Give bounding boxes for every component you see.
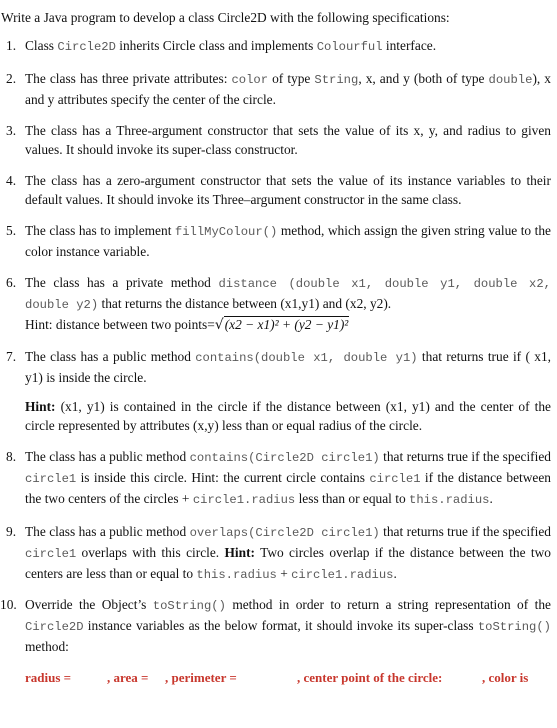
- spec-item-4: [0, 171, 551, 209]
- item-text: The class has to implement: [25, 223, 175, 238]
- item-text: The class has a Three-argument constructor that sets the value of its x, y, and radius to given values. It should invoke its super-class constructor.: [25, 123, 551, 157]
- item-number: 5.: [6, 223, 17, 238]
- item-number: 7.: [6, 349, 17, 364]
- spec-item-3: [0, 121, 551, 159]
- item-text: interface.: [382, 38, 437, 53]
- spec-item-1: [0, 36, 551, 57]
- item-number: 1.: [6, 38, 17, 53]
- item-text: .: [489, 491, 493, 506]
- format-radius: radius =: [25, 670, 72, 685]
- distance-hint: [25, 315, 551, 335]
- item-text: of type: [268, 71, 315, 86]
- item-text: +: [276, 566, 292, 581]
- item-text: that returns true if the specified: [379, 524, 551, 539]
- format-color: , color is: [482, 670, 529, 685]
- item-text: , x, and y (both of type: [358, 71, 489, 86]
- format-perimeter: , perimeter =: [165, 670, 237, 685]
- item-text: The class has a public method: [25, 349, 196, 364]
- intro-text: Write a Java program to develop a class Circle2D with the following specifications:: [1, 10, 450, 25]
- spec-item-5: [0, 221, 551, 261]
- item-text: .: [393, 566, 397, 581]
- code-text: color: [231, 73, 269, 87]
- code-text: fillMyColour(): [174, 225, 278, 239]
- hint-text: Hint: distance between two points=: [25, 317, 215, 332]
- item-text: method:: [25, 639, 69, 654]
- code-text: circle1.radius: [192, 493, 296, 507]
- item-text: if the distance between the two centers of the circles +: [25, 470, 551, 506]
- output-format-line: [0, 670, 551, 686]
- item-number: 4.: [6, 173, 17, 188]
- spec-item-8: [0, 447, 551, 510]
- format-center: , center point of the circle:: [297, 670, 443, 685]
- item-text: method in order to return a string representation of the: [225, 597, 551, 612]
- item-text: inherits Circle class and implements: [115, 38, 317, 53]
- item-number: 9.: [6, 524, 17, 539]
- code-text: String: [314, 73, 359, 87]
- code-text: distance (double x1, double y1, double x2, double y2): [25, 277, 551, 312]
- code-text: double: [488, 73, 533, 87]
- item-number: 2.: [6, 71, 17, 86]
- sqrt-formula: [215, 317, 350, 332]
- item-text: instance variables as the below format, it should invoke its super-class: [83, 618, 478, 633]
- item-text: that returns the distance between (x1,y1) and (x2, y2).: [98, 296, 392, 311]
- item-text: is inside this circle. Hint: the current circle contains: [76, 470, 370, 485]
- spec-item-7: [0, 347, 551, 387]
- code-text: circle1: [369, 472, 421, 486]
- hint-label: Hint:: [224, 545, 256, 560]
- item-text: The class has a private method: [25, 275, 219, 290]
- item-text: that returns true if the specified: [379, 449, 551, 464]
- code-text: toString(): [477, 620, 551, 634]
- item-text: The class has a public method: [25, 524, 190, 539]
- item-number: 6.: [6, 275, 17, 290]
- item-text: Class: [25, 38, 58, 53]
- code-text: Colourful: [316, 40, 383, 54]
- spec-item-10: [0, 595, 551, 656]
- item-text: ), x and y attributes specify the center of the circle.: [25, 71, 551, 107]
- item-text: that returns true if ( x1, y1) is inside the circle.: [25, 349, 551, 385]
- code-text: this.radius: [409, 493, 490, 507]
- formula-text: (x2 − x1)² + (y2 − y1)²: [224, 317, 349, 332]
- contains-hint: [0, 397, 551, 435]
- item-text: overlaps with this circle.: [76, 545, 225, 560]
- item-number: 8.: [6, 449, 17, 464]
- spec-item-2: [0, 69, 551, 109]
- code-text: circle1.radius: [291, 568, 394, 582]
- hint-label: Hint:: [25, 399, 56, 414]
- code-text: Circle2D: [57, 40, 116, 54]
- sqrt-icon: √: [214, 317, 224, 333]
- item-number: 10.: [0, 597, 17, 612]
- format-area: , area =: [107, 670, 149, 685]
- code-text: circle1: [25, 472, 77, 486]
- item-text: less than or equal to: [295, 491, 410, 506]
- code-text: overlaps(Circle2D circle1): [189, 526, 380, 540]
- spec-item-6: [0, 273, 551, 335]
- item-text: Two circles overlap if the distance between the two centers are less than or equal to: [25, 545, 551, 581]
- code-text: toString(): [152, 599, 226, 613]
- item-text: The class has a public method: [25, 449, 190, 464]
- code-text: contains(double x1, double y1): [195, 351, 418, 365]
- spec-item-9: [0, 522, 551, 585]
- item-text: method, which assign the given string value to the color instance variable.: [25, 223, 551, 259]
- hint-text: (x1, y1) is contained in the circle if the distance between (x1, y1) and the center of the circle represented by attributes (x,y) less than or equal radius of the circle.: [25, 399, 551, 433]
- item-number: 3.: [6, 123, 17, 138]
- code-text: this.radius: [196, 568, 277, 582]
- code-text: circle1: [25, 547, 77, 561]
- item-text: Override the Object’s: [25, 597, 153, 612]
- item-text: The class has a zero-argument constructor that sets the value of its instance variables to their default values. It should invoke its Three–argument constructor in the same class.: [25, 173, 551, 207]
- item-text: The class has three private attributes:: [25, 71, 232, 86]
- code-text: Circle2D: [25, 620, 84, 634]
- code-text: contains(Circle2D circle1): [189, 451, 380, 465]
